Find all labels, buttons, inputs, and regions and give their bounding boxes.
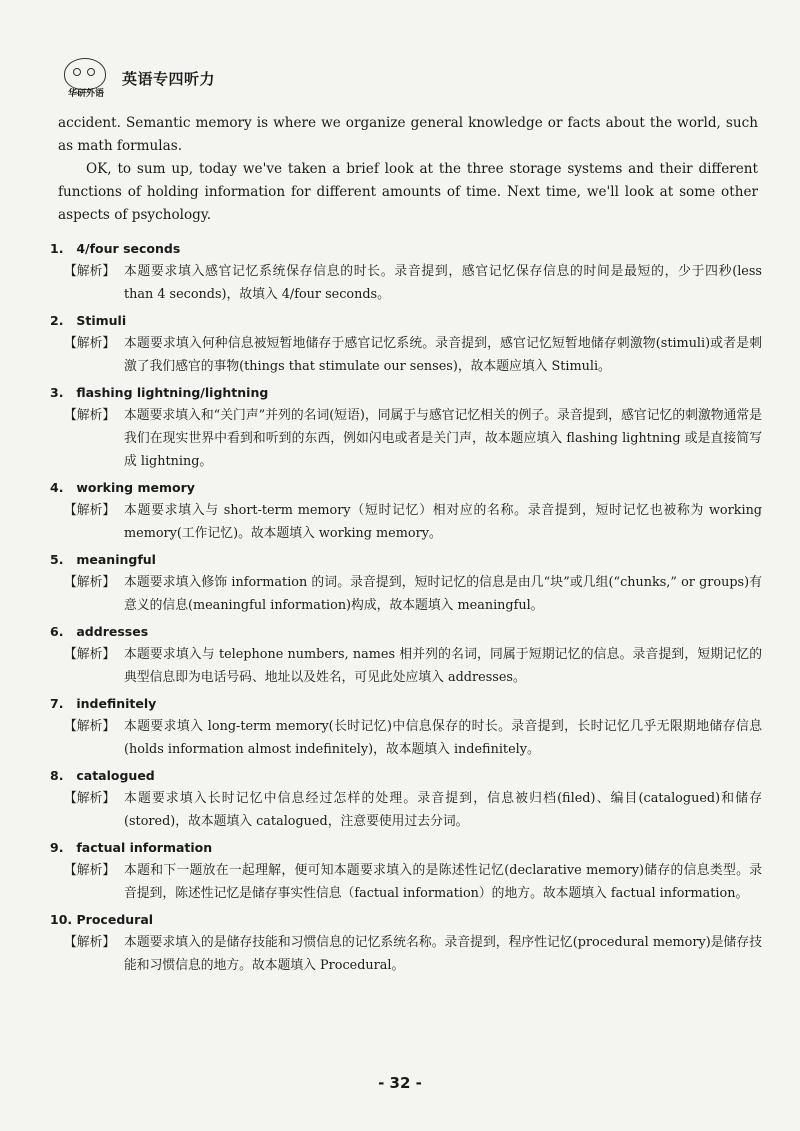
answer-item (50, 837, 762, 905)
analysis-text: 本题要求填入感官记忆系统保存信息的时长。录音提到，感官记忆保存信息的时间是最短的，少于四秒(less than 4 seconds)，故填入 4/four seconds。 (124, 264, 762, 302)
answer-item (50, 382, 762, 473)
answer-item (50, 693, 762, 761)
answer-text: flashing lightning/lightning (76, 385, 269, 400)
answer-item (50, 621, 762, 689)
answer-number: 8. (50, 768, 64, 783)
logo-text: 华研外语 (67, 89, 104, 99)
answer-number: 9. (50, 840, 64, 855)
publisher-logo (58, 58, 110, 98)
answer-number: 1. (50, 241, 64, 256)
page-number: - 32 - (378, 1074, 422, 1092)
answer-text: catalogued (76, 768, 155, 783)
analysis-text: 本题要求填入与 short-term memory（短时记忆）相对应的名称。录音提到，短时记忆也被称为 working memory(工作记忆)。故本题填入 working memory。 (124, 503, 762, 541)
analysis-text: 本题要求填入何种信息被短暂地储存于感官记忆系统。录音提到，感官记忆短暂地储存刺激物(stimuli)或者是刺激了我们感官的事物(things that stimulate our senses)，故本题应填入 Stimuli。 (124, 336, 762, 374)
analysis-text: 本题要求填入 long-term memory(长时记忆)中信息保存的时长。录音提到，长时记忆几乎无限期地储存信息(holds information almost indefinitely)，故本题填入 indefinitely。 (124, 719, 762, 757)
answer-item (50, 477, 762, 545)
passage-paragraph: accident. Semantic memory is where we organize general knowledge or facts about the world, such as math formulas. (58, 115, 758, 154)
answer-number: 2. (50, 313, 64, 328)
answer-text: 4/four seconds (76, 241, 181, 256)
book-title: 英语专四听力 (122, 69, 216, 88)
answer-text: addresses (76, 624, 149, 639)
passage-text (58, 112, 758, 227)
answer-text: Procedural (76, 912, 154, 927)
answer-number: 5. (50, 552, 64, 567)
analysis-tag: 【解析】 (64, 503, 116, 518)
analysis-tag: 【解析】 (64, 336, 116, 351)
analysis-tag: 【解析】 (64, 719, 116, 734)
answer-number: 3. (50, 385, 64, 400)
answer-item (50, 238, 762, 306)
answer-item (50, 909, 762, 977)
answer-number: 4. (50, 480, 64, 495)
page-header (58, 58, 215, 98)
answer-number: 10. (50, 912, 73, 927)
answer-text: Stimuli (76, 313, 127, 328)
answer-key (50, 238, 762, 981)
analysis-text: 本题和下一题放在一起理解，便可知本题要求填入的是陈述性记忆(declarative memory)储存的信息类型。录音提到，陈述性记忆是储存事实性信息（factual information）的地方。故本题填入 factual information。 (124, 863, 762, 901)
answer-text: indefinitely (76, 696, 157, 711)
analysis-tag: 【解析】 (64, 575, 116, 590)
answer-text: factual information (76, 840, 213, 855)
answer-text: working memory (76, 480, 195, 495)
analysis-tag: 【解析】 (64, 647, 116, 662)
analysis-text: 本题要求填入与 telephone numbers, names 相并列的名词，同属于短期记忆的信息。录音提到，短期记忆的典型信息即为电话号码、地址以及姓名，可见此处应填入 addresses。 (124, 647, 762, 685)
answer-item (50, 549, 762, 617)
analysis-tag: 【解析】 (64, 863, 116, 878)
analysis-text: 本题要求填入长时记忆中信息经过怎样的处理。录音提到，信息被归档(filed)、编目(catalogued)和储存(stored)，故本题填入 catalogued，注意要使用过去分词。 (124, 791, 762, 829)
answer-text: meaningful (76, 552, 156, 567)
analysis-tag: 【解析】 (64, 408, 116, 423)
analysis-text: 本题要求填入的是储存技能和习惯信息的记忆系统名称。录音提到，程序性记忆(procedural memory)是储存技能和习惯信息的地方。故本题填入 Procedural。 (124, 935, 762, 973)
answer-number: 6. (50, 624, 64, 639)
analysis-text: 本题要求填入和“关门声”并列的名词(短语)，同属于与感官记忆相关的例子。录音提到，感官记忆的刺激物通常是我们在现实世界中看到和听到的东西，例如闪电或者是关门声，故本题应填入 flashing lightning 或是直接简写成 lightning。 (124, 408, 762, 469)
analysis-tag: 【解析】 (64, 791, 116, 806)
passage-paragraph: OK, to sum up, today we've taken a brief look at the three storage systems and their different functions of holding information for different amounts of time. Next time, we'll look at some other aspects of psychology. (58, 161, 758, 223)
answer-number: 7. (50, 696, 64, 711)
answer-item (50, 310, 762, 378)
analysis-tag: 【解析】 (64, 935, 116, 950)
analysis-tag: 【解析】 (64, 264, 116, 279)
analysis-text: 本题要求填入修饰 information 的词。录音提到，短时记忆的信息是由几“块”或几组(“chunks,” or groups)有意义的信息(meaningful information)构成，故本题填入 meaningful。 (124, 575, 762, 613)
answer-item (50, 765, 762, 833)
